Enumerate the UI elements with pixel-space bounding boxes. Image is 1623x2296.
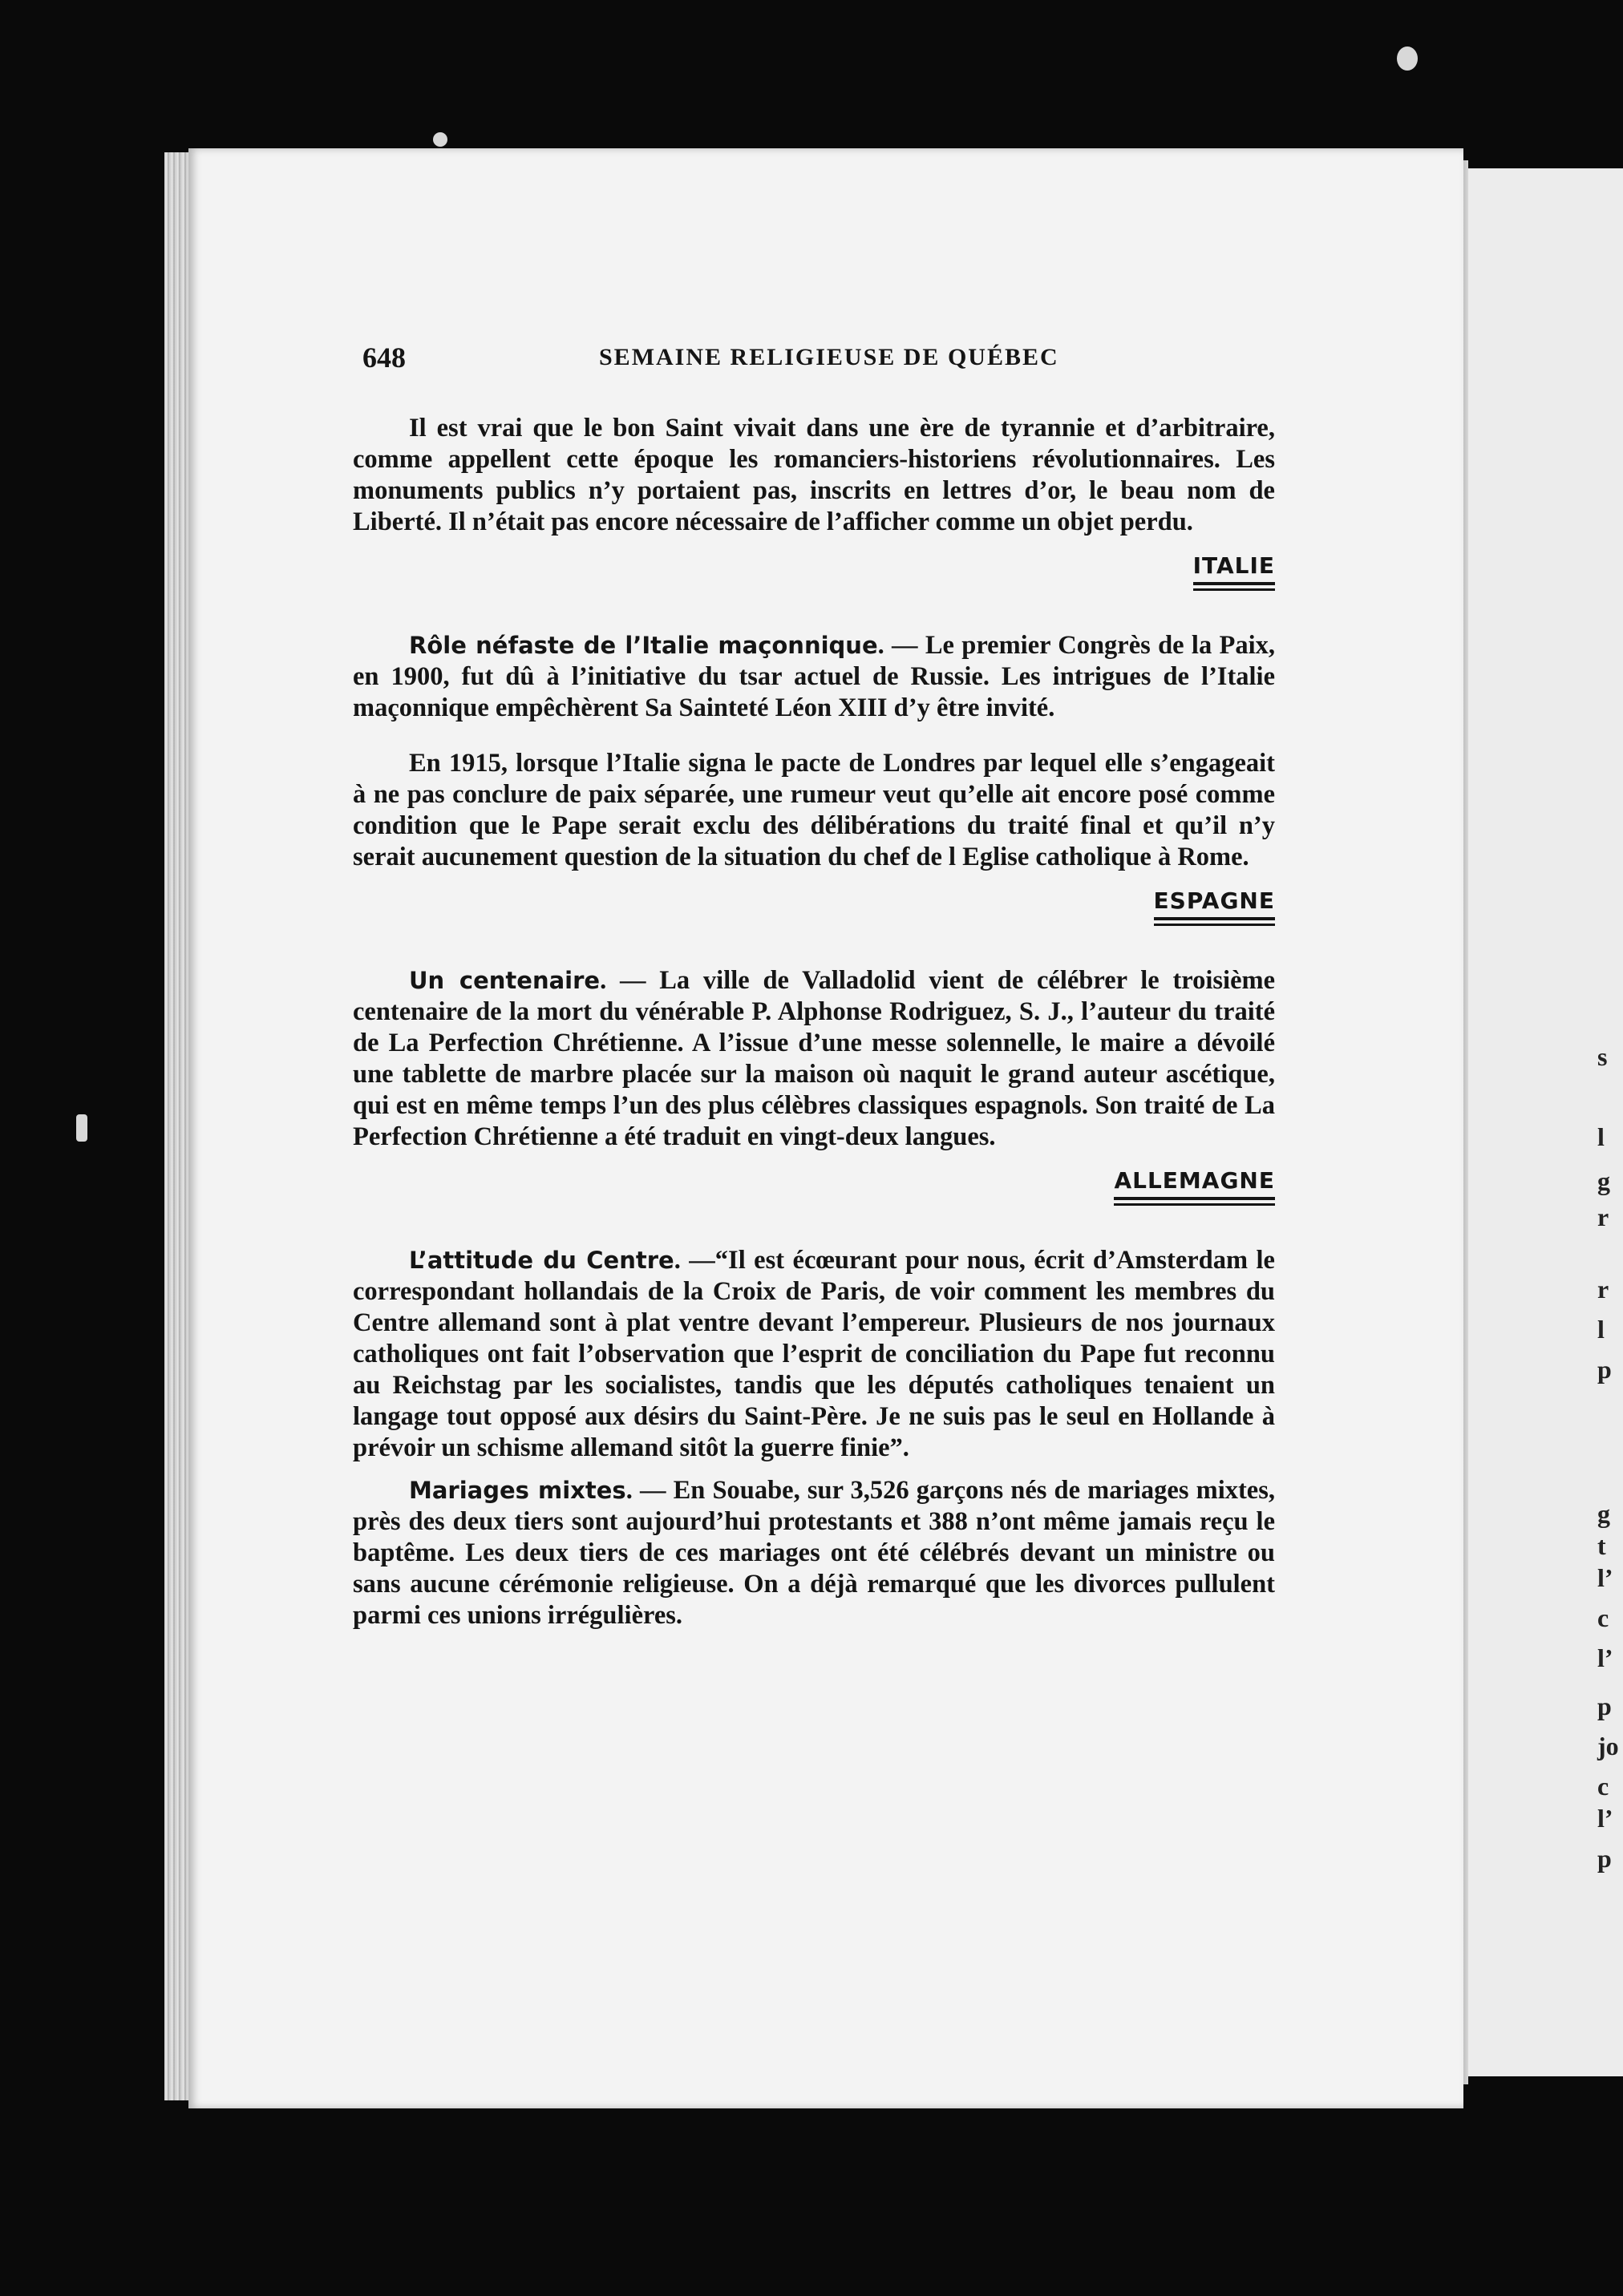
page-number: 648 — [362, 342, 406, 374]
paragraph-italie-1 — [353, 630, 1275, 724]
paragraph-lead: Un centenaire — [409, 967, 601, 994]
paragraph-text: En 1915, lorsque l’Italie signa le pacte de Londres par lequel elle s’engageait à ne pas conclure de paix séparée, une rumeur veut qu’elle ait encore posé comme condition que le Pape serait exclu des délibérations du traité final et qu’il n’y serait aucunement question de la situation du chef de l Eglise catholique à Rome. — [353, 749, 1275, 871]
text-column — [353, 413, 1275, 1631]
facing-page-fragment: p — [1597, 1355, 1612, 1384]
running-header — [362, 341, 1261, 389]
facing-page-fragment: c — [1597, 1772, 1609, 1801]
scan-speck — [1397, 46, 1418, 71]
facing-page-fragment: jo — [1597, 1732, 1619, 1760]
paragraph-text: . — Le premier Congrès de la Paix, en 1900, fut dû à l’initiative du tsar actuel de Russie. Les intrigues de l’Italie maçonnique empêchèrent Sa Sainteté Léon XIII d’y être invité. — [353, 631, 1276, 722]
paragraph-lead: Rôle néfaste de l’Italie maçonnique — [409, 632, 878, 659]
paragraph-espagne-1 — [353, 965, 1275, 1153]
facing-page-fragment: r — [1597, 1203, 1609, 1231]
page-edge — [164, 152, 190, 2100]
paragraph-lead: Mariages mixtes — [409, 1477, 626, 1504]
facing-page-fragment: l’ — [1597, 1563, 1613, 1592]
facing-page-fragment: g — [1597, 1166, 1610, 1195]
scan-speck — [76, 1114, 87, 1142]
paragraph-italie-2 — [353, 748, 1275, 873]
scan-speck — [433, 132, 447, 147]
intro-paragraph: Il est vrai que le bon Saint vivait dans une ère de tyrannie et d’arbitraire, comme appellent cette époque les romanciers-historiens révolutionnaires. Les monuments publics n’y portaient pas, inscrits en lettres d’or, le beau nom de Liberté. Il n’était pas encore nécessaire de l’afficher comme un objet perdu. — [353, 414, 1275, 536]
facing-page-fragment: l’ — [1597, 1643, 1613, 1672]
paragraph-allemagne-2 — [353, 1475, 1275, 1631]
facing-page-fragment: g — [1597, 1499, 1610, 1528]
facing-page-fragment: p — [1597, 1844, 1612, 1873]
section-heading-italie: ITALIE — [353, 552, 1275, 585]
section-heading-allemagne: ALLEMAGNE — [353, 1167, 1275, 1200]
facing-page-fragment: l — [1597, 1122, 1605, 1151]
section-heading-espagne: ESPAGNE — [353, 887, 1275, 920]
paragraph-text: . —“Il est écœurant pour nous, écrit d’Amsterdam le correspondant hollandais de la Croix de Paris, de voir comment les membres du Centre allemand sont à plat ventre devant l’empereur. Plusieurs de nos journaux catholiques ont fait l’observation que l’esprit de conciliation du Pape fut reconnu au Reichstag par les socialistes, tandis que les députés catholiques tenaient un langage tout opposé aux désirs du Saint-Père. Je ne suis pas le seul en Hollande à prévoir un schisme allemand sitôt la guerre finie”. — [353, 1246, 1275, 1462]
facing-page-fragment: p — [1597, 1692, 1612, 1720]
facing-page-fragment: l’ — [1597, 1804, 1613, 1833]
facing-page-fragment: t — [1597, 1531, 1606, 1560]
facing-page-fragment: r — [1597, 1275, 1609, 1304]
paragraph-allemagne-1 — [353, 1245, 1275, 1464]
facing-page-fragment: l — [1597, 1315, 1605, 1344]
paragraph-text: . — En Souabe, sur 3,526 garçons nés de mariages mixtes, près des deux tiers sont aujourd’hui protestants et 388 n’ont même jamais reçu le baptême. Les deux tiers de ces mariages ont été célébrés devant un ministre ou sans aucune cérémonie religieuse. On a déjà remarqué que les divorces pullulent parmi ces unions irrégulières. — [353, 1476, 1275, 1630]
facing-page-fragment: c — [1597, 1603, 1609, 1632]
journal-title: SEMAINE RELIGIEUSE DE QUÉBEC — [599, 344, 1059, 370]
facing-page-fragment: s — [1597, 1042, 1608, 1071]
paragraph-text: . — La ville de Valladolid vient de célébrer le troisième centenaire de la mort du vénérable P. Alphonse Rodriguez, S. J., l’auteur du traité de La Perfection Chrétienne. A l’issue d’une messe solennelle, le maire a dévoilé une tablette de marbre placée sur la maison où naquit le grand auteur ascétique, qui est en même temps l’un des plus célèbres classiques espagnols. Son traité de La Perfection Chrétienne a été traduit en vingt-deux langues. — [353, 966, 1276, 1151]
paragraph-lead: L’attitude du Centre — [409, 1247, 674, 1274]
